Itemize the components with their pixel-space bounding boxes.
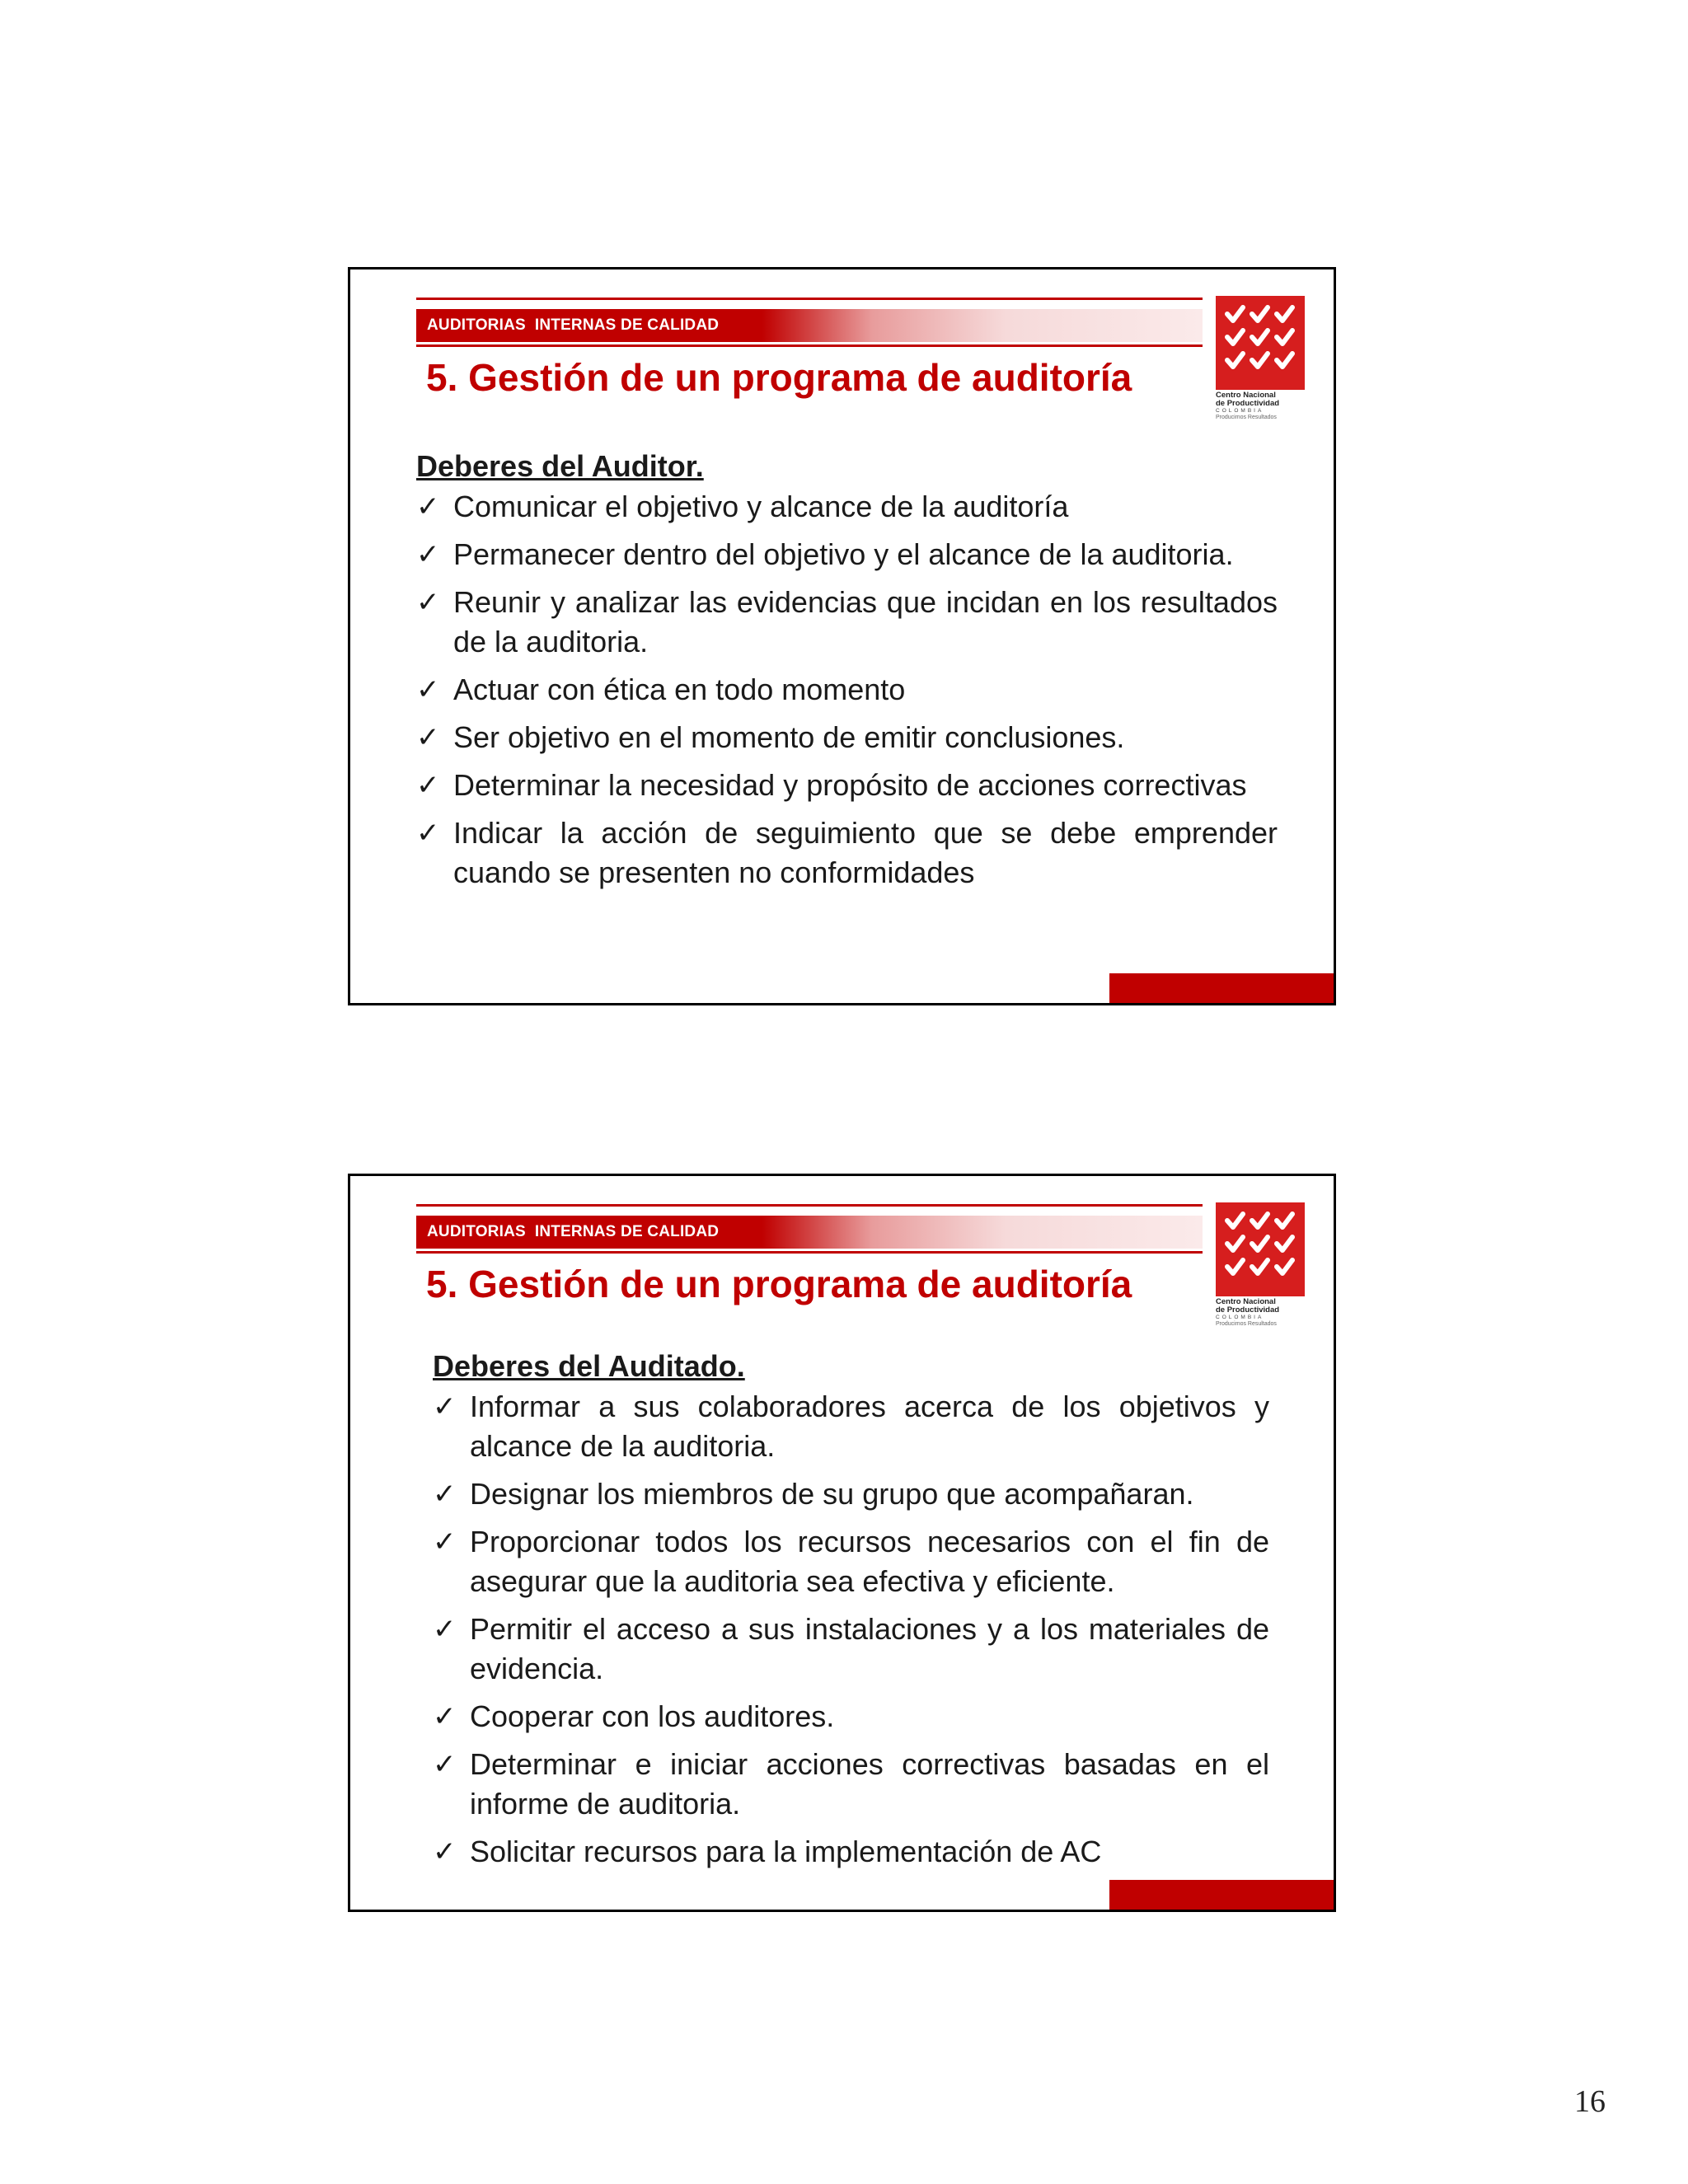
slide-2 xyxy=(348,1174,1336,1912)
checkmarks-grid-icon xyxy=(1216,296,1305,390)
checkmark-icon: ✓ xyxy=(416,538,440,571)
header-top-rule xyxy=(416,298,1203,300)
checkmark-icon: ✓ xyxy=(416,490,440,523)
logo-text xyxy=(1216,391,1308,421)
slide-content xyxy=(416,446,1278,901)
logo-line-1: Centro Nacional xyxy=(1216,1297,1276,1306)
list-item: ✓ Comunicar el objetivo y alcance de la auditoría xyxy=(416,487,1278,527)
list-item: ✓ Solicitar recursos para la implementación de AC xyxy=(433,1832,1269,1872)
corner-accent xyxy=(1109,1880,1334,1910)
checkmark-icon: ✓ xyxy=(416,673,440,706)
section-heading: Deberes del Auditor. xyxy=(416,449,704,483)
checkmark-icon: ✓ xyxy=(416,769,440,802)
checkmark-icon: ✓ xyxy=(433,1835,457,1868)
logo-country: COLOMBIA xyxy=(1216,1315,1264,1320)
page-number: 16 xyxy=(1574,2084,1606,2119)
slide-title: 5. Gestión de un programa de auditoría xyxy=(426,356,1132,399)
slide-1 xyxy=(348,267,1336,1005)
list-item: ✓ Proporcionar todos los recursos necesarios con el fin de asegurar que la auditoria sea efectiva y eficiente. xyxy=(433,1522,1269,1601)
checkmark-icon: ✓ xyxy=(433,1390,457,1423)
list-item: ✓ Cooperar con los auditores. xyxy=(433,1697,1269,1736)
logo xyxy=(1216,296,1305,419)
checkmark-icon: ✓ xyxy=(433,1613,457,1646)
logo-country: COLOMBIA xyxy=(1216,408,1264,414)
logo xyxy=(1216,1202,1305,1326)
logo-line-1: Centro Nacional xyxy=(1216,391,1276,400)
checkmark-icon: ✓ xyxy=(433,1700,457,1733)
bullet-list xyxy=(433,1387,1269,1872)
logo-text xyxy=(1216,1298,1308,1328)
list-item: ✓ Determinar la necesidad y propósito de acciones correctivas xyxy=(416,766,1278,805)
list-item: ✓ Informar a sus colaboradores acerca de los objetivos y alcance de la auditoria. xyxy=(433,1387,1269,1466)
list-item: ✓ Determinar e iniciar acciones correctivas basadas en el informe de auditoria. xyxy=(433,1745,1269,1824)
header-bottom-rule xyxy=(416,344,1203,347)
logo-line-2: de Productividad xyxy=(1216,1305,1280,1315)
checkmark-icon: ✓ xyxy=(433,1478,457,1511)
list-item: ✓ Actuar con ética en todo momento xyxy=(416,670,1278,710)
logo-tagline: Producimos Resultados xyxy=(1216,415,1277,420)
list-item: ✓ Indicar la acción de seguimiento que se debe emprender cuando se presenten no conformidades xyxy=(416,813,1278,893)
checkmark-icon: ✓ xyxy=(416,817,440,850)
list-item: ✓ Reunir y analizar las evidencias que incidan en los resultados de la auditoria. xyxy=(416,583,1278,662)
checkmark-icon: ✓ xyxy=(416,586,440,619)
slide-title: 5. Gestión de un programa de auditoría xyxy=(426,1263,1132,1305)
logo-tagline: Producimos Resultados xyxy=(1216,1321,1277,1327)
checkmark-icon: ✓ xyxy=(433,1748,457,1781)
corner-accent xyxy=(1109,973,1334,1003)
bullet-list xyxy=(416,487,1278,893)
slide-content xyxy=(433,1346,1269,1880)
checkmark-icon: ✓ xyxy=(416,721,440,754)
list-item: ✓ Permitir el acceso a sus instalaciones y a los materiales de evidencia. xyxy=(433,1610,1269,1689)
list-item: ✓ Designar los miembros de su grupo que acompañaran. xyxy=(433,1474,1269,1514)
checkmark-icon: ✓ xyxy=(433,1526,457,1558)
section-heading: Deberes del Auditado. xyxy=(433,1349,745,1383)
header-top-rule xyxy=(416,1204,1203,1207)
checkmarks-grid-icon xyxy=(1216,1202,1305,1296)
header-bottom-rule xyxy=(416,1251,1203,1254)
list-item: ✓ Permanecer dentro del objetivo y el alcance de la auditoria. xyxy=(416,535,1278,574)
list-item: ✓ Ser objetivo en el momento de emitir conclusiones. xyxy=(416,718,1278,757)
header-label: AUDITORIAS INTERNAS DE CALIDAD xyxy=(427,316,720,334)
header-label: AUDITORIAS INTERNAS DE CALIDAD xyxy=(427,1223,720,1240)
logo-line-2: de Productividad xyxy=(1216,399,1280,408)
